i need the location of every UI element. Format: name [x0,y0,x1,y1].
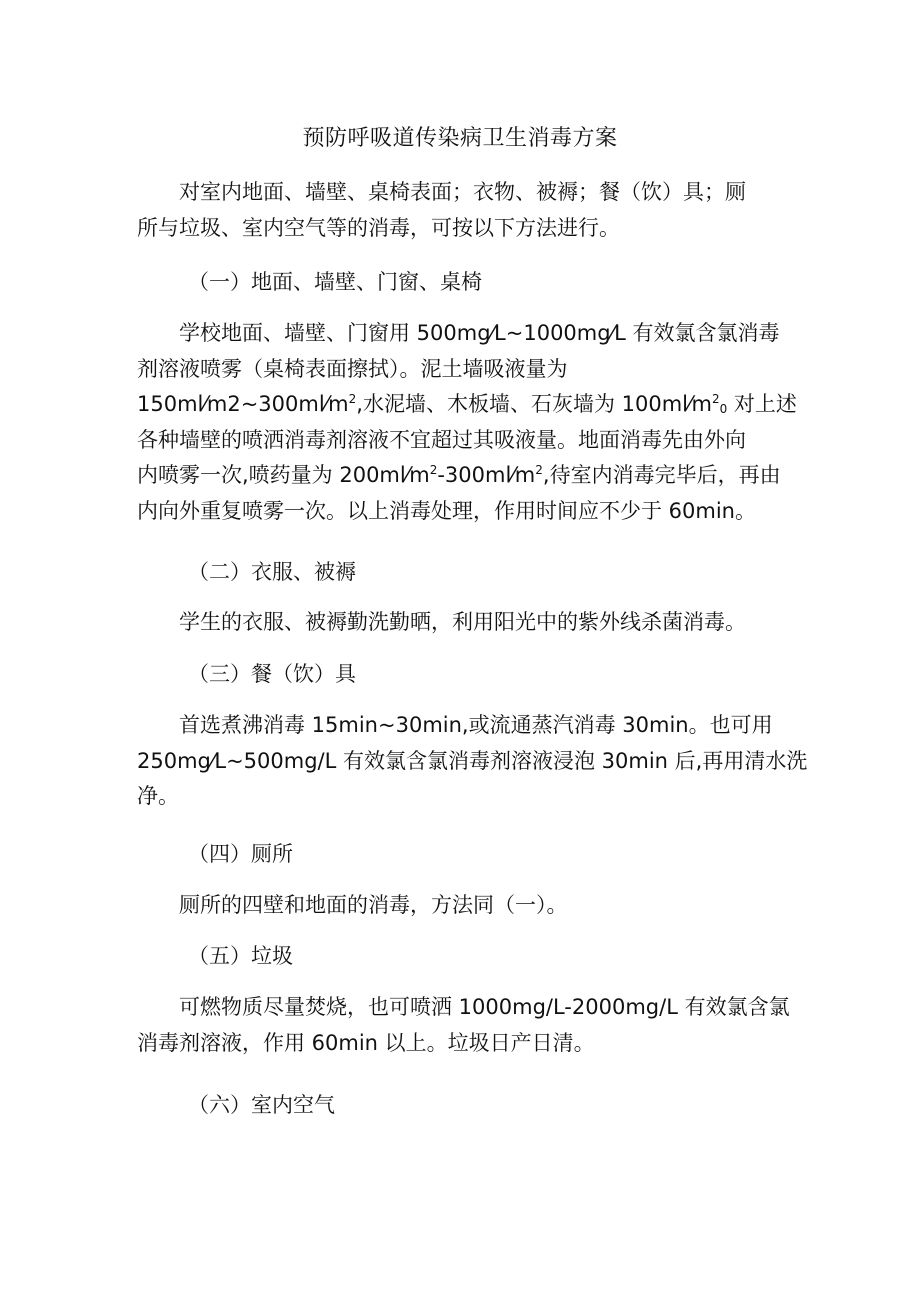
section-1-line-6: 内向外重复喷雾一次。以上消毒处理，作用时间应不少于 60min。 [137,498,756,523]
section-5-paragraph [137,990,790,1061]
superscript: 2 [711,392,720,406]
section-1-line-3 [137,387,797,423]
section-1-line-5 [137,458,787,494]
section-1-line-3-part-a: 150ml⁄m2~300ml⁄m [137,392,349,416]
section-6-heading: （六）室内空气 [188,1093,335,1117]
intro-paragraph [137,175,787,246]
intro-line-1: 对室内地面、墙壁、桌椅表面；衣物、被褥；餐（饮）具；厕 [179,180,746,204]
section-5-line-2: 消毒剂溶液，作用 60min 以上。垃圾日产日清。 [137,1030,595,1055]
section-1-line-3-part-b: ,水泥墙、木板墙、石灰墙为 100ml⁄m [356,392,712,416]
subscript: 0 [719,402,728,416]
section-1-paragraph [137,316,797,529]
section-2-paragraph [137,605,787,641]
section-1-line-4: 各种墙壁的喷洒消毒剂溶液不宜超过其吸液量。地面消毒先由外向 [137,427,746,452]
superscript: 2 [348,392,357,406]
section-1-line-2: 剂溶液喷雾（桌椅表面擦拭）。泥土墙吸液量为 [137,356,568,381]
section-1-line-5-part-c: ,待室内消毒完毕后，再由 [542,463,781,487]
section-2-heading: （二）衣服、被褥 [188,560,356,584]
section-2-line-1: 学生的衣服、被褥勤洗勤晒，利用阳光中的紫外线杀菌消毒。 [179,610,746,634]
section-1-line-5-part-b: -300ml⁄m [437,463,536,487]
section-1-line-5-part-a: 内喷雾一次,喷药量为 200ml⁄m [137,463,430,487]
section-1-line-1: 学校地面、墙壁、门窗用 500mg⁄L~1000mg⁄L 有效氯含氯消毒 [179,321,780,345]
section-4-paragraph [137,888,787,924]
section-3-paragraph [137,708,808,815]
section-1-heading: （一）地面、墙壁、门窗、桌椅 [188,270,482,294]
section-3-line-3: 净。 [137,784,179,808]
section-5-heading: （五）垃圾 [188,944,293,968]
section-5-line-1: 可燃物质尽量焚烧，也可喷洒 1000mg/L-2000mg/L 有效氯含氯 [179,995,790,1019]
section-4-line-1: 厕所的四壁和地面的消毒，方法同（一）。 [179,893,568,917]
section-3-line-2: 250mg⁄L~500mg/L 有效氯含氯消毒剂溶液浸泡 30min 后,再用清水洗 [137,748,808,773]
section-1-line-3-part-c: 对上述 [727,392,797,416]
section-3-heading: （三）餐（饮）具 [188,662,356,686]
superscript: 2 [535,463,543,477]
superscript: 2 [429,463,438,477]
intro-line-2: 所与垃圾、室内空气等的消毒，可按以下方法进行。 [137,215,620,240]
section-3-line-1: 首选煮沸消毒 15min~30min,或流通蒸汽消毒 30min。也可用 [179,713,773,737]
document-title: 预防呼吸道传染病卫生消毒方案 [302,126,618,151]
section-4-heading: （四）厕所 [188,842,293,866]
